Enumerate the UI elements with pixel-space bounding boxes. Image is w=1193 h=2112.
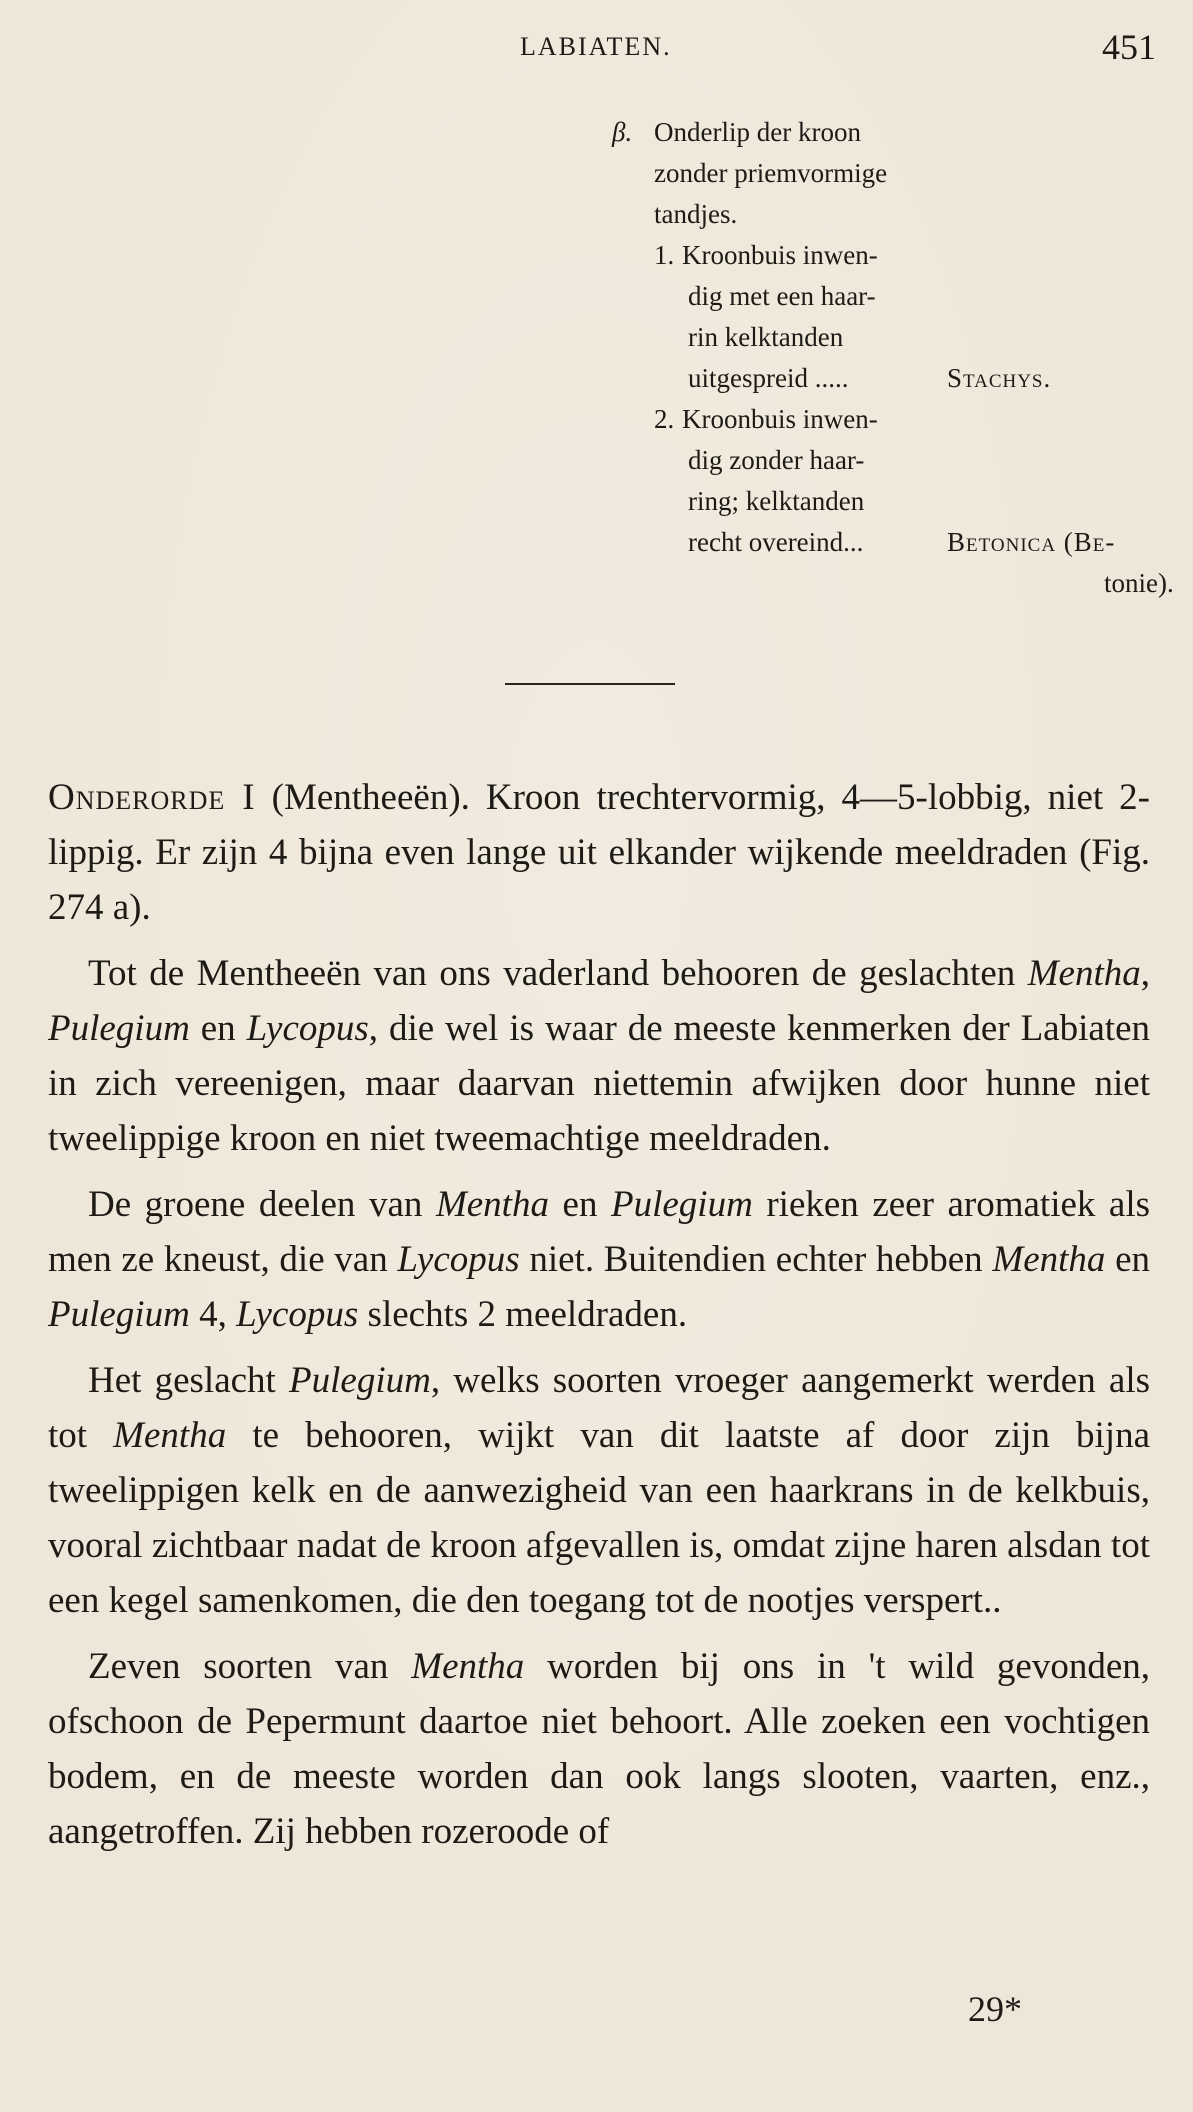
paragraph-text: en xyxy=(562,1184,598,1225)
body-text xyxy=(48,770,1150,1870)
paragraph-text: te behooren, wijkt van dit laatste af door zijn bijna tweelippigen kelk en de aanwezigheid van een haarkrans in de kelkbuis, vooral zichtbaar nadat de kroon afgevallen is, omdat zijne haren alsdan tot een kegel samenkomen, die den toegang tot de nootjes verspert.. xyxy=(48,1415,1150,1621)
key-line xyxy=(612,358,1172,399)
paragraph-text: niet. Buitendien echter hebben xyxy=(529,1239,983,1280)
key-line xyxy=(612,399,1172,440)
genus-name: Mentha xyxy=(435,1184,549,1225)
paragraph xyxy=(48,946,1150,1166)
key-text: rin kelktanden xyxy=(688,322,844,352)
key-mark: β. xyxy=(612,117,633,147)
key-text: Kroonbuis inwen- xyxy=(682,240,878,270)
page-number: 451 xyxy=(1102,27,1156,67)
key-text: recht overeind... xyxy=(688,527,864,557)
key-text: dig zonder haar- xyxy=(688,445,865,475)
genus-name: Pulegium xyxy=(289,1360,431,1401)
key-text: Kroonbuis inwen- xyxy=(682,404,878,434)
punctuation: , xyxy=(1140,953,1150,994)
key-item-number: 1. xyxy=(654,240,675,270)
genus-name: Pulegium xyxy=(611,1184,753,1225)
paragraph-text: (Mentheeën). Kroon trechtervormig, 4—5-lobbig, niet 2-lippig. Er zijn 4 bijna even lange uit elkander wijkende meeldraden (Fig. 274 a). xyxy=(48,777,1150,928)
key-text: Onderlip der kroon xyxy=(654,117,861,147)
key-text: tonie). xyxy=(1104,568,1174,598)
paragraph-text: rieken zeer aromatiek als men ze kneust, die van xyxy=(48,1184,1151,1280)
key-line xyxy=(612,235,1172,276)
key-line xyxy=(612,153,1172,194)
key-text: uitgespreid ..... xyxy=(688,363,849,393)
genus-name: Lycopus xyxy=(246,1008,369,1049)
identification-key xyxy=(612,112,1172,604)
key-text: tandjes. xyxy=(654,199,738,229)
key-line xyxy=(612,522,1172,563)
paragraph-text: en xyxy=(200,1008,236,1049)
paragraph-text: slechts 2 meeldraden. xyxy=(367,1294,688,1335)
paragraph-text: worden bij ons in 't wild gevonden, ofschoon de Pepermunt daartoe niet behoort. Alle zoeken een vochtigen bodem, en de meeste worden dan ook langs slooten, vaarten, enz., aangetroffen. Zij hebben rozeroode of xyxy=(48,1646,1151,1852)
genus-name: Mentha xyxy=(992,1239,1106,1280)
genus-name: Mentha xyxy=(411,1646,525,1687)
paragraph-text: Zeven soorten van xyxy=(88,1646,389,1687)
paragraph-text: 4, xyxy=(199,1294,227,1335)
running-head xyxy=(40,26,1160,76)
key-line xyxy=(612,563,1172,604)
key-line xyxy=(612,481,1172,522)
genus-name: Mentha xyxy=(113,1415,227,1456)
genus-betonica: Betonica (Be- xyxy=(947,527,1116,557)
paragraph-text: De groene deelen van xyxy=(88,1184,423,1225)
genus-name: Pulegium xyxy=(48,1008,190,1049)
key-line xyxy=(612,317,1172,358)
paragraph-text: , die wel is waar de meeste kenmerken der Labiaten in zich vereenigen, maar daarvan niettemin afwijken door hunne niet tweelippige kroon en niet tweemachtige meeldraden. xyxy=(48,1008,1151,1159)
genus-name: Pulegium xyxy=(48,1294,190,1335)
key-line xyxy=(612,276,1172,317)
genus-name: Lycopus xyxy=(236,1294,359,1335)
paragraph xyxy=(48,1353,1150,1628)
key-line xyxy=(612,112,1172,153)
paragraph-text: Het geslacht xyxy=(88,1360,276,1401)
genus-name: Lycopus xyxy=(397,1239,520,1280)
paragraph xyxy=(48,1177,1150,1342)
signature-mark: 29* xyxy=(968,1989,1022,2029)
paragraph xyxy=(48,770,1150,935)
key-line xyxy=(612,194,1172,235)
key-line xyxy=(612,440,1172,481)
section-divider xyxy=(505,683,675,685)
genus-stachys: Stachys. xyxy=(947,363,1052,393)
paragraph xyxy=(48,1639,1150,1859)
running-title: LABIATEN. xyxy=(520,32,672,61)
key-item-number: 2. xyxy=(654,404,675,434)
key-text: ring; kelktanden xyxy=(688,486,865,516)
genus-name: Mentha xyxy=(1027,953,1141,994)
paragraph-text: , welks soorten vroeger aangemerkt werden als tot xyxy=(48,1360,1150,1456)
suborder-label: Onderorde I xyxy=(48,777,256,818)
paragraph-text: en xyxy=(1115,1239,1151,1280)
paragraph-text: Tot de Mentheeën van ons vaderland behooren de geslachten xyxy=(88,953,1016,994)
key-text: dig met een haar- xyxy=(688,281,876,311)
key-text: zonder priemvormige xyxy=(654,158,888,188)
